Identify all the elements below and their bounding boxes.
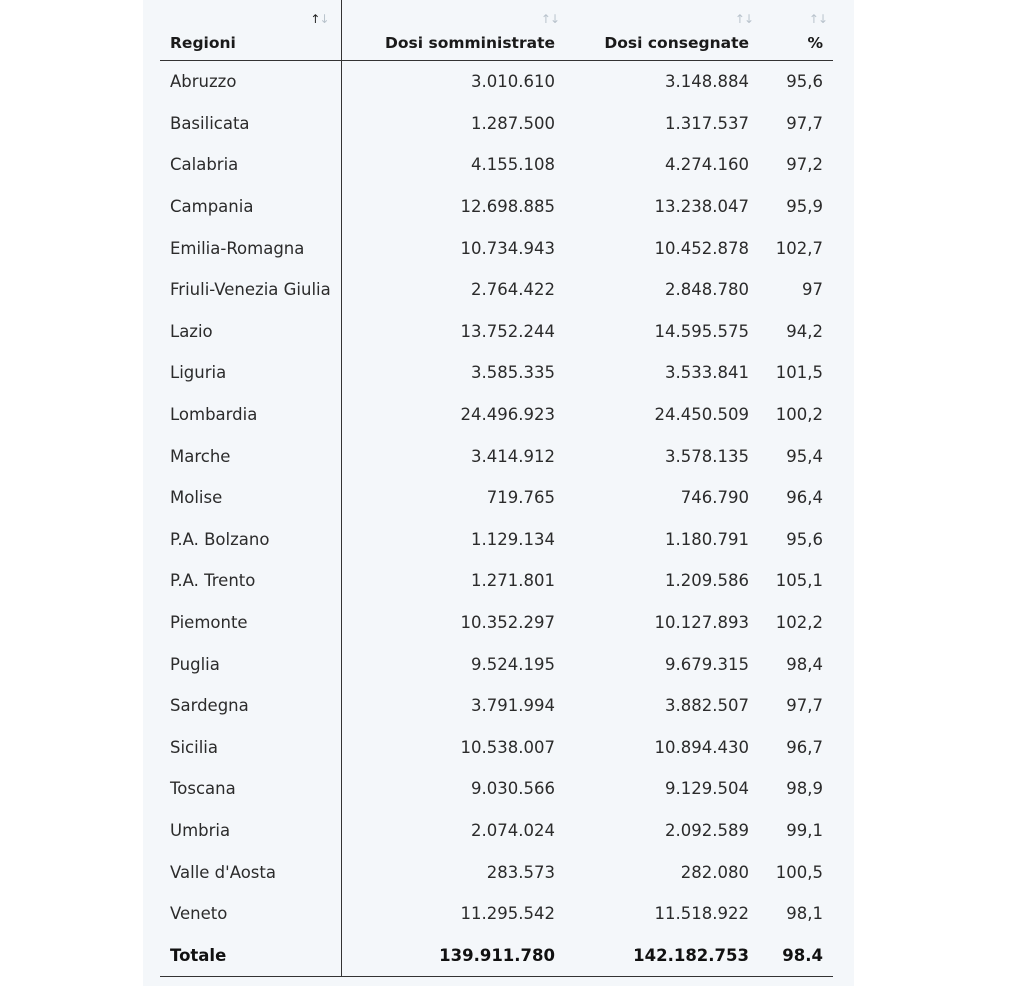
cell-delivered: 3.882.507 xyxy=(665,696,749,716)
sort-down-icon: ↓ xyxy=(549,12,559,26)
cell-delivered: 24.450.509 xyxy=(654,405,749,425)
cell-administered: 3.791.994 xyxy=(471,696,555,716)
table-row xyxy=(160,560,833,602)
cell-percent: 96,4 xyxy=(786,488,823,508)
table-row xyxy=(160,144,833,186)
cell-region: Basilicata xyxy=(160,103,341,145)
cell-region: Piemonte xyxy=(160,602,341,644)
cell-region: Sardegna xyxy=(160,685,341,727)
cell-administered: 9.524.195 xyxy=(471,654,555,674)
table-total-row xyxy=(160,934,833,977)
cell-region: Marche xyxy=(160,435,341,477)
sort-icon[interactable] xyxy=(310,12,328,26)
table-body xyxy=(160,61,833,977)
cell-percent: 95,4 xyxy=(786,446,823,466)
sort-up-icon: ↑ xyxy=(808,12,818,26)
cell-delivered: 3.148.884 xyxy=(665,72,749,92)
cell-administered: 12.698.885 xyxy=(460,197,555,217)
cell-administered: 11.295.542 xyxy=(460,904,555,924)
table-header-row xyxy=(160,0,833,61)
cell-delivered: 142.182.753 xyxy=(565,934,759,977)
sort-up-icon: ↑ xyxy=(734,12,744,26)
cell-delivered: 11.518.922 xyxy=(654,904,749,924)
cell-region: Sicilia xyxy=(160,727,341,769)
cell-delivered: 10.127.893 xyxy=(654,613,749,633)
sort-up-icon: ↑ xyxy=(540,12,550,26)
cell-region: Liguria xyxy=(160,352,341,394)
cell-delivered: 9.679.315 xyxy=(665,654,749,674)
sort-down-icon: ↓ xyxy=(319,12,329,26)
cell-administered: 4.155.108 xyxy=(471,155,555,175)
cell-delivered: 2.092.589 xyxy=(665,820,749,840)
cell-percent: 97,7 xyxy=(786,696,823,716)
cell-administered: 24.496.923 xyxy=(460,405,555,425)
cell-administered: 3.585.335 xyxy=(471,363,555,383)
cell-percent: 98,4 xyxy=(786,654,823,674)
cell-delivered: 2.848.780 xyxy=(665,280,749,300)
cell-region: Campania xyxy=(160,186,341,228)
cell-percent: 94,2 xyxy=(786,321,823,341)
cell-administered: 9.030.566 xyxy=(471,779,555,799)
vaccine-doses-table xyxy=(160,0,833,977)
cell-administered: 10.538.007 xyxy=(460,737,555,757)
sort-icon[interactable] xyxy=(541,12,559,26)
cell-delivered: 746.790 xyxy=(680,488,749,508)
sort-up-icon: ↑ xyxy=(310,12,320,26)
table-row xyxy=(160,893,833,935)
table-row xyxy=(160,477,833,519)
column-header-label: Dosi somministrate xyxy=(385,34,555,52)
table-row xyxy=(160,519,833,561)
table-row xyxy=(160,311,833,353)
table-row xyxy=(160,602,833,644)
cell-percent: 102,2 xyxy=(775,613,823,633)
cell-region: Veneto xyxy=(160,893,341,935)
cell-region: Lombardia xyxy=(160,394,341,436)
cell-administered: 10.352.297 xyxy=(460,613,555,633)
table-row xyxy=(160,435,833,477)
cell-delivered: 10.452.878 xyxy=(654,238,749,258)
cell-region: Valle d'Aosta xyxy=(160,851,341,893)
table-row xyxy=(160,186,833,228)
column-header-dosi-somministrate[interactable] xyxy=(341,0,565,61)
cell-region: Umbria xyxy=(160,810,341,852)
column-header-regioni[interactable] xyxy=(160,0,341,61)
table-row xyxy=(160,269,833,311)
cell-delivered: 1.209.586 xyxy=(665,571,749,591)
cell-region: Toscana xyxy=(160,768,341,810)
cell-delivered: 1.317.537 xyxy=(665,113,749,133)
column-header-label: % xyxy=(807,34,823,52)
table-row xyxy=(160,851,833,893)
cell-delivered: 4.274.160 xyxy=(665,155,749,175)
cell-administered: 283.573 xyxy=(486,862,555,882)
table-row xyxy=(160,394,833,436)
table-row xyxy=(160,103,833,145)
sort-icon[interactable] xyxy=(735,12,753,26)
column-header-label: Regioni xyxy=(170,34,236,52)
column-header-percent[interactable] xyxy=(759,0,833,61)
cell-region: Puglia xyxy=(160,643,341,685)
cell-administered: 3.414.912 xyxy=(471,446,555,466)
cell-percent: 98.4 xyxy=(759,934,833,977)
cell-percent: 98,1 xyxy=(786,904,823,924)
table-row xyxy=(160,61,833,103)
cell-region: Calabria xyxy=(160,144,341,186)
table-row xyxy=(160,727,833,769)
table-row xyxy=(160,768,833,810)
cell-delivered: 14.595.575 xyxy=(654,321,749,341)
cell-region: Totale xyxy=(160,934,341,977)
table-row xyxy=(160,685,833,727)
cell-percent: 97,2 xyxy=(786,155,823,175)
cell-administered: 1.287.500 xyxy=(471,113,555,133)
cell-administered: 719.765 xyxy=(486,488,555,508)
cell-percent: 97,7 xyxy=(786,113,823,133)
cell-percent: 98,9 xyxy=(786,779,823,799)
table-row xyxy=(160,227,833,269)
table-row xyxy=(160,352,833,394)
cell-percent: 101,5 xyxy=(775,363,823,383)
cell-percent: 95,6 xyxy=(786,72,823,92)
sort-down-icon: ↓ xyxy=(743,12,753,26)
cell-percent: 97 xyxy=(802,280,823,300)
cell-region: Lazio xyxy=(160,311,341,353)
cell-percent: 95,9 xyxy=(786,197,823,217)
cell-delivered: 9.129.504 xyxy=(665,779,749,799)
cell-region: Abruzzo xyxy=(160,61,341,103)
column-header-dosi-consegnate[interactable] xyxy=(565,0,759,61)
cell-percent: 100,5 xyxy=(775,862,823,882)
cell-delivered: 282.080 xyxy=(680,862,749,882)
cell-administered: 2.764.422 xyxy=(471,280,555,300)
cell-percent: 105,1 xyxy=(775,571,823,591)
cell-administered: 2.074.024 xyxy=(471,820,555,840)
cell-delivered: 10.894.430 xyxy=(654,737,749,757)
cell-administered: 1.271.801 xyxy=(471,571,555,591)
cell-region: Friuli-Venezia Giulia xyxy=(160,269,341,311)
cell-administered: 139.911.780 xyxy=(341,934,565,977)
cell-delivered: 1.180.791 xyxy=(665,529,749,549)
sort-down-icon: ↓ xyxy=(817,12,827,26)
cell-region: P.A. Trento xyxy=(160,560,341,602)
cell-region: P.A. Bolzano xyxy=(160,519,341,561)
cell-administered: 1.129.134 xyxy=(471,529,555,549)
sort-icon[interactable] xyxy=(809,12,827,26)
column-header-label: Dosi consegnate xyxy=(604,34,749,52)
cell-percent: 100,2 xyxy=(775,405,823,425)
table-row xyxy=(160,643,833,685)
cell-delivered: 13.238.047 xyxy=(654,197,749,217)
cell-percent: 102,7 xyxy=(775,238,823,258)
cell-percent: 95,6 xyxy=(786,529,823,549)
cell-percent: 96,7 xyxy=(786,737,823,757)
table-row xyxy=(160,810,833,852)
cell-delivered: 3.578.135 xyxy=(665,446,749,466)
cell-delivered: 3.533.841 xyxy=(665,363,749,383)
cell-region: Molise xyxy=(160,477,341,519)
cell-region: Emilia-Romagna xyxy=(160,227,341,269)
cell-administered: 3.010.610 xyxy=(471,72,555,92)
cell-administered: 10.734.943 xyxy=(460,238,555,258)
cell-administered: 13.752.244 xyxy=(460,321,555,341)
cell-percent: 99,1 xyxy=(786,820,823,840)
